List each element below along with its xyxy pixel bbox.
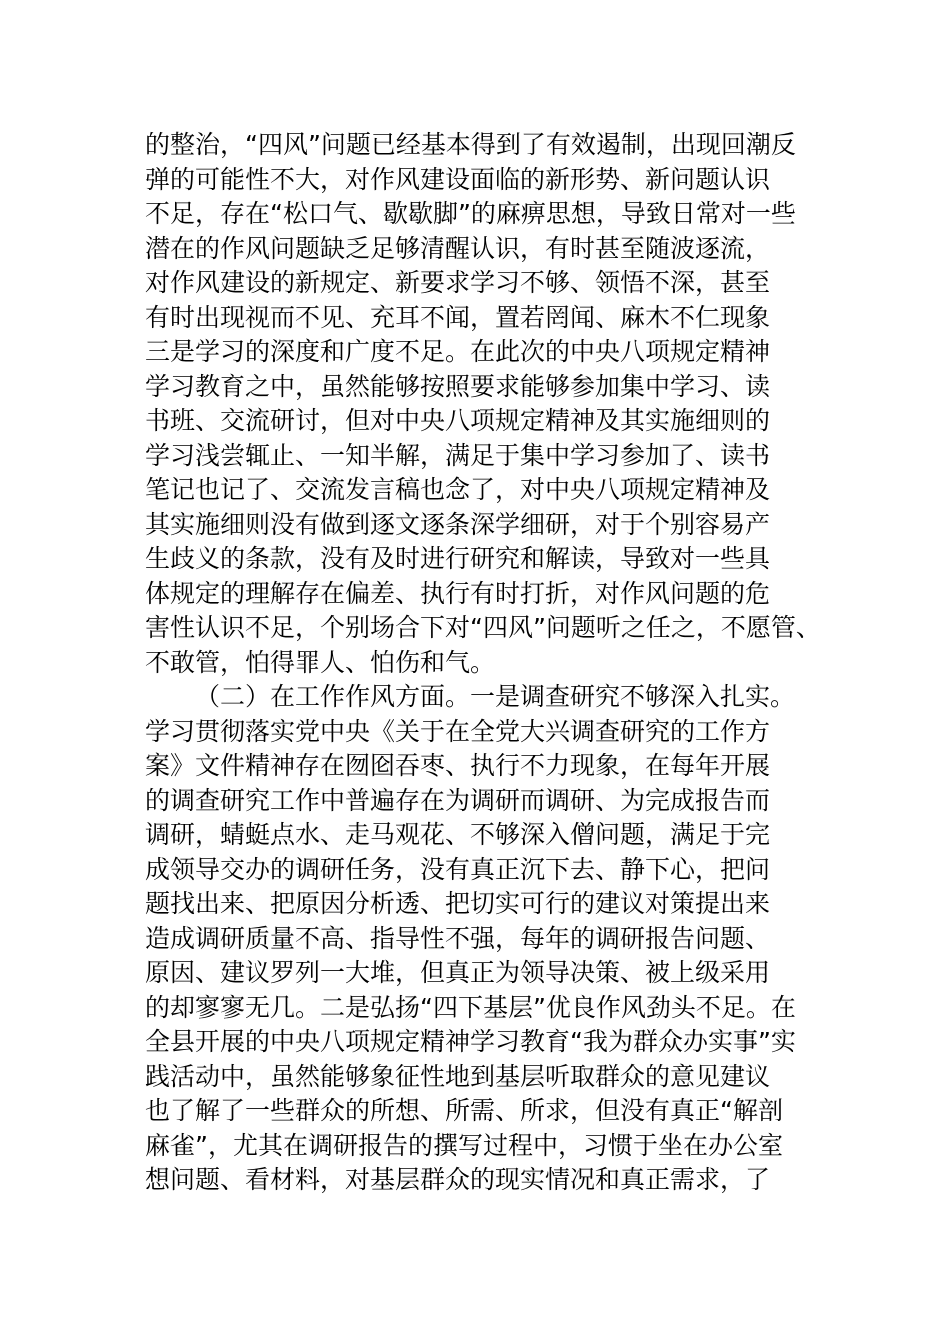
text-line: 对作风建设的新规定、新要求学习不够、领悟不深，甚至 — [145, 268, 771, 297]
text-line: 有时出现视而不见、充耳不闻，置若罔闻、麻木不仁现象 — [145, 302, 771, 332]
text-line: 书班、交流研讨，但对中央八项规定精神及其实施细则的 — [145, 406, 771, 435]
text-line: 笔记也记了、交流发言稿也念了，对中央八项规定精神及 — [145, 475, 771, 504]
text-line: 题找出来、把原因分析透、把切实可行的建议对策提出来 — [145, 889, 771, 918]
text-line: 学习贯彻落实党中央《关于在全党大兴调查研究的工作方 — [145, 716, 771, 746]
text-line: 害性认识不足，个别场合下对“四风”问题听之任之，不愿管、 — [145, 613, 821, 642]
text-line: 不敢管，怕得罪人、怕伤和气。 — [145, 647, 496, 677]
text-line: 潜在的作风问题缺乏足够清醒认识，有时甚至随波逐流， — [145, 233, 771, 263]
text-line: 践活动中，虽然能够象征性地到基层听取群众的意见建议 — [145, 1061, 771, 1091]
text-line: 其实施细则没有做到逐文逐条深学细研，对于个别容易产 — [145, 509, 771, 539]
text-line: 体规定的理解存在偏差、执行有时打折，对作风问题的危 — [145, 578, 771, 608]
text-line: 全县开展的中央八项规定精神学习教育“我为群众办实事”实 — [145, 1027, 796, 1056]
text-line: 三是学习的深度和广度不足。在此次的中央八项规定精神 — [145, 337, 771, 366]
text-line: 成领导交办的调研任务，没有真正沉下去、静下心，把问 — [145, 854, 771, 884]
text-line: 原因、建议罗列一大堆，但真正为领导决策、被上级采用 — [145, 958, 771, 987]
text-line: 生歧义的条款，没有及时进行研究和解读，导致对一些具 — [145, 544, 771, 573]
text-line: 不足，存在“松口气、歇歇脚”的麻痹思想，导致日常对一些 — [145, 199, 796, 228]
text-line: 想问题、看材料，对基层群众的现实情况和真正需求，了 — [145, 1165, 771, 1194]
text-line: 造成调研质量不高、指导性不强，每年的调研报告问题、 — [145, 923, 771, 953]
text-line: 学习教育之中，虽然能够按照要求能够参加集中学习、读 — [145, 371, 771, 401]
text-line: 弹的可能性不大，对作风建设面临的新形势、新问题认识 — [145, 164, 771, 194]
body-text — [145, 128, 845, 1198]
text-line: 的却寥寥无几。二是弘扬“四下基层”优良作风劲头不足。在 — [145, 992, 796, 1022]
text-line: 案》文件精神存在囫囵吞枣、执行不力现象，在每年开展 — [145, 751, 771, 780]
text-line: 也了解了一些群众的所想、所需、所求，但没有真正“解剖 — [145, 1096, 783, 1125]
text-line: 学习浅尝辄止、一知半解，满足于集中学习参加了、读书 — [145, 440, 771, 470]
section-heading-line: （二）在工作作风方面。一是调查研究不够深入扎实。 — [195, 682, 796, 711]
text-line: 调研，蜻蜓点水、走马观花、不够深入僧问题，满足于完 — [145, 820, 771, 849]
text-line: 的调查研究工作中普遍存在为调研而调研、为完成报告而 — [145, 785, 771, 815]
text-line: 麻雀”，尤其在调研报告的撰写过程中，习惯于坐在办公室 — [145, 1130, 783, 1160]
text-line: 的整治，“四风”问题已经基本得到了有效遏制，出现回潮反 — [145, 130, 796, 159]
